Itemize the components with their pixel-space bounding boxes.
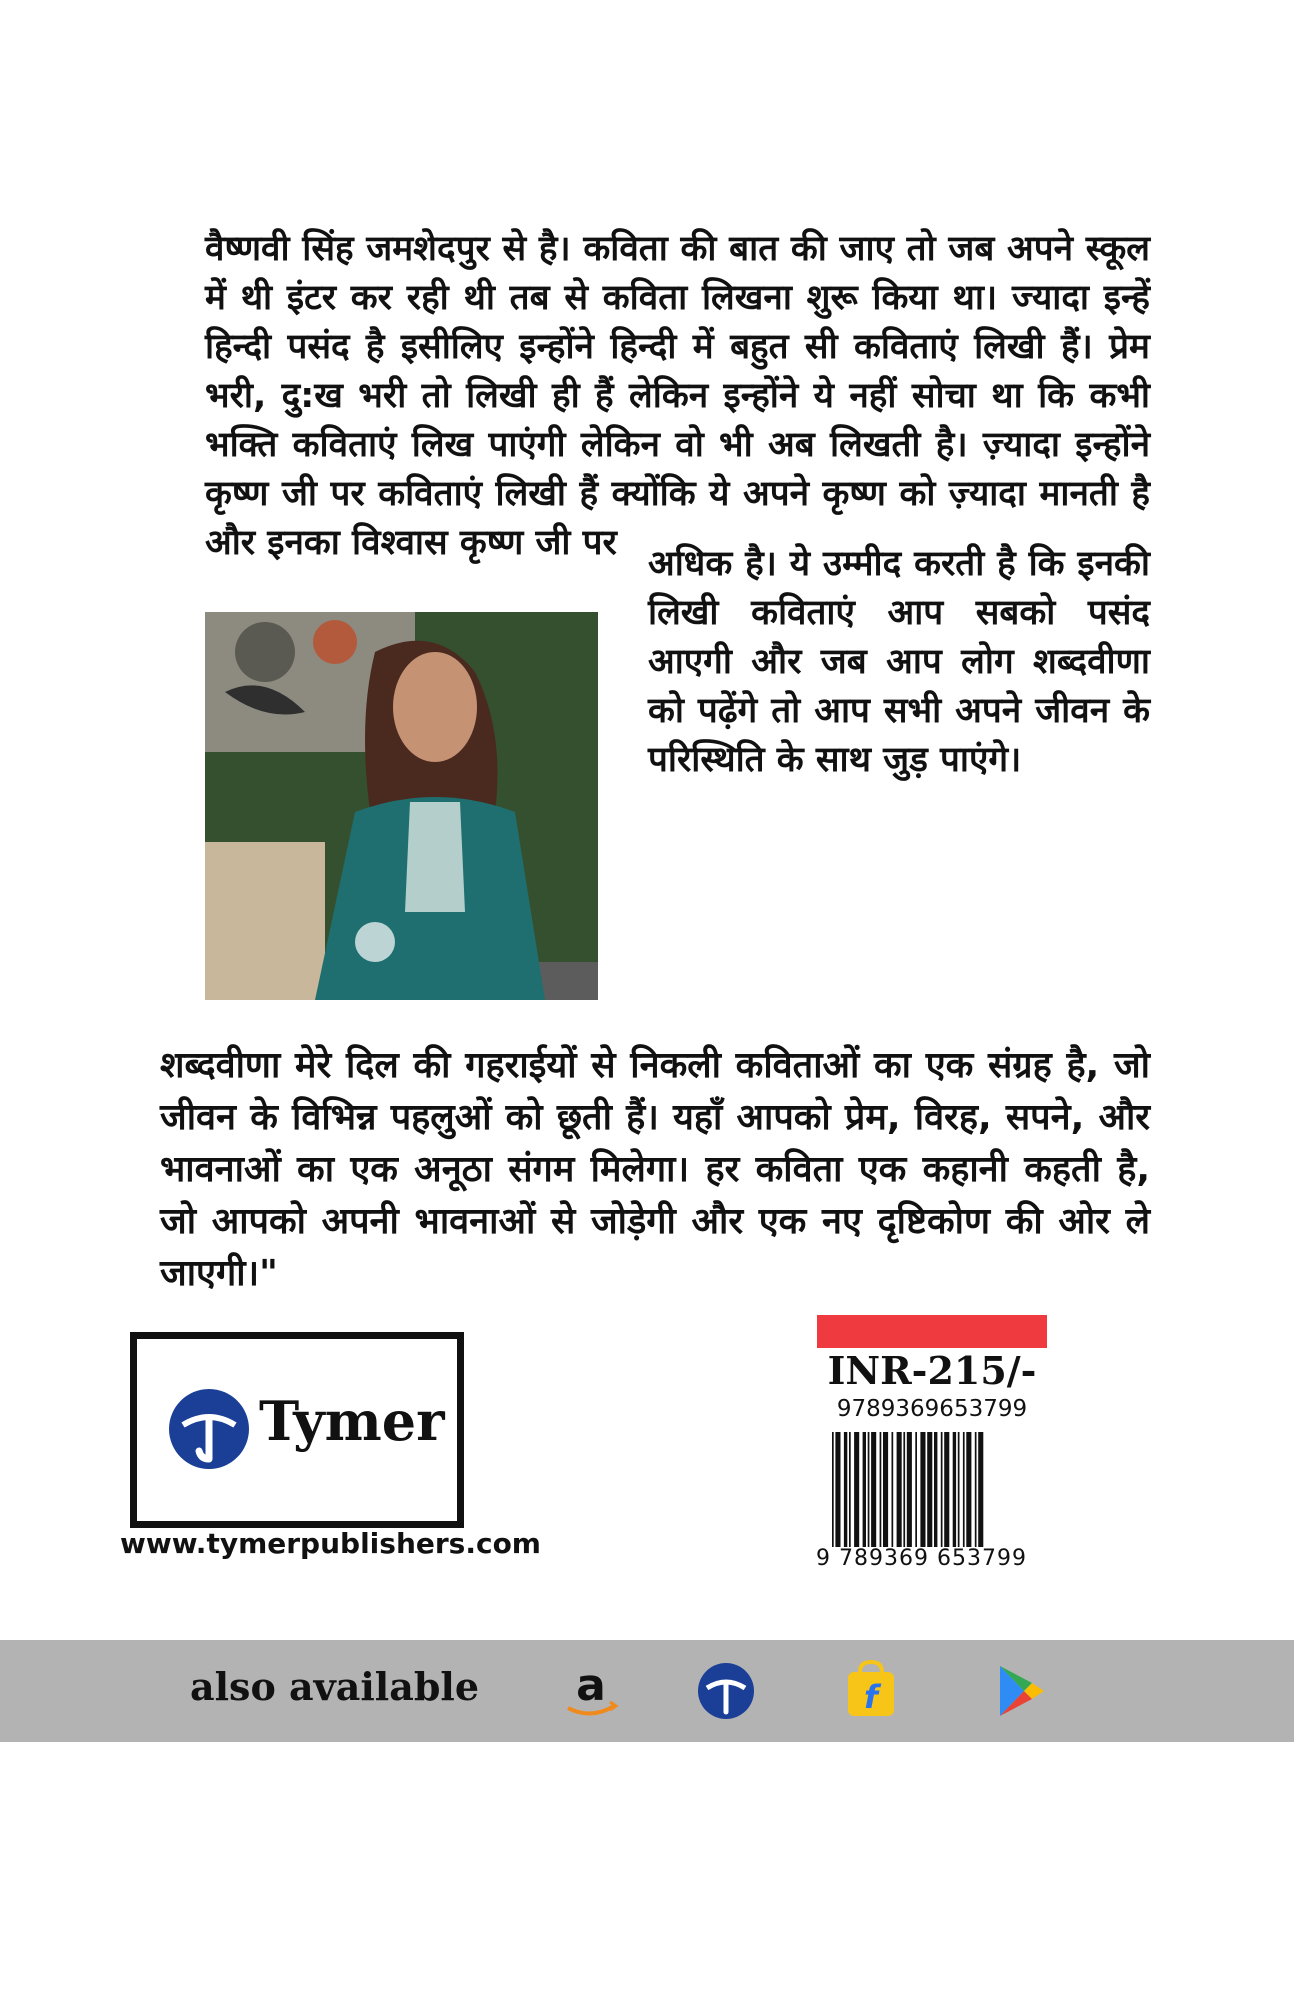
- flipkart-icon[interactable]: [840, 1660, 902, 1722]
- google-play-icon[interactable]: [988, 1660, 1050, 1722]
- svg-text:a: a: [576, 1660, 606, 1711]
- isbn-number: 9789369653799: [836, 1396, 1028, 1422]
- availability-strip: [0, 1640, 1294, 1742]
- tymer-logo-icon: [167, 1387, 251, 1471]
- tymer-icon[interactable]: [695, 1660, 757, 1722]
- author-bio-text: वैष्णवी सिंह जमशेदपुर से है। कविता की बात की जाए तो जब अपने स्कूल में थी इंटर कर रही थी तब से कविता लिखना शुरू किया था। ज्यादा इन्हें हिन्दी पसंद है इसीलिए इन्होंने हिन्दी में बहुत सी कविताएं लिखी हैं। प्रेम भरी, दु:ख भरी तो लिखी ही हैं लेकिन इन्होंने ये नहीं सोचा था कि कभी भक्ति कविताएं लिख पाएंगी लेकिन वो भी अब लिखती है। ज़्यादा इन्होंने कृष्ण जी पर कविताएं लिखी हैं क्योंकि ये अपने कृष्ण को ज़्यादा मानती है और इनका विश्वास कृष्ण जी पर: [205, 229, 1150, 563]
- publisher-logo: [130, 1332, 464, 1528]
- publisher-name: Tymer: [259, 1389, 445, 1453]
- author-bio-continued: अधिक है। ये उम्मीद करती है कि इनकी लिखी कविताएं आप सबको पसंद आएगी और जब आप लोग शब्दवीणा को पढ़ेंगे तो आप सभी अपने जीवन के परिस्थिति के साथ जुड़ पाएंगे।: [648, 544, 1150, 780]
- price-accent-bar: [817, 1315, 1047, 1348]
- amazon-icon[interactable]: [560, 1660, 622, 1722]
- barcode-digits: 9 789369 653799: [816, 1546, 1027, 1571]
- author-photo: [205, 612, 598, 1000]
- svg-text:f: f: [864, 1678, 878, 1716]
- also-available-label: also available: [190, 1664, 480, 1709]
- publisher-website[interactable]: www.tymerpublishers.com: [120, 1527, 541, 1560]
- book-blurb: शब्दवीणा मेरे दिल की गहराईयों से निकली कविताओं का एक संग्रह है, जो जीवन के विभिन्न पहलुओं को छूती हैं। यहाँ आपको प्रेम, विरह, सपने, और भावनाओं का एक अनूठा संगम मिलेगा। हर कविता एक कहानी कहती है, जो आपको अपनी भावनाओं से जोड़ेगी और एक नए दृष्टिकोण की ओर ले जाएगी।": [160, 1045, 1150, 1294]
- price-label: INR-215/-: [827, 1348, 1037, 1393]
